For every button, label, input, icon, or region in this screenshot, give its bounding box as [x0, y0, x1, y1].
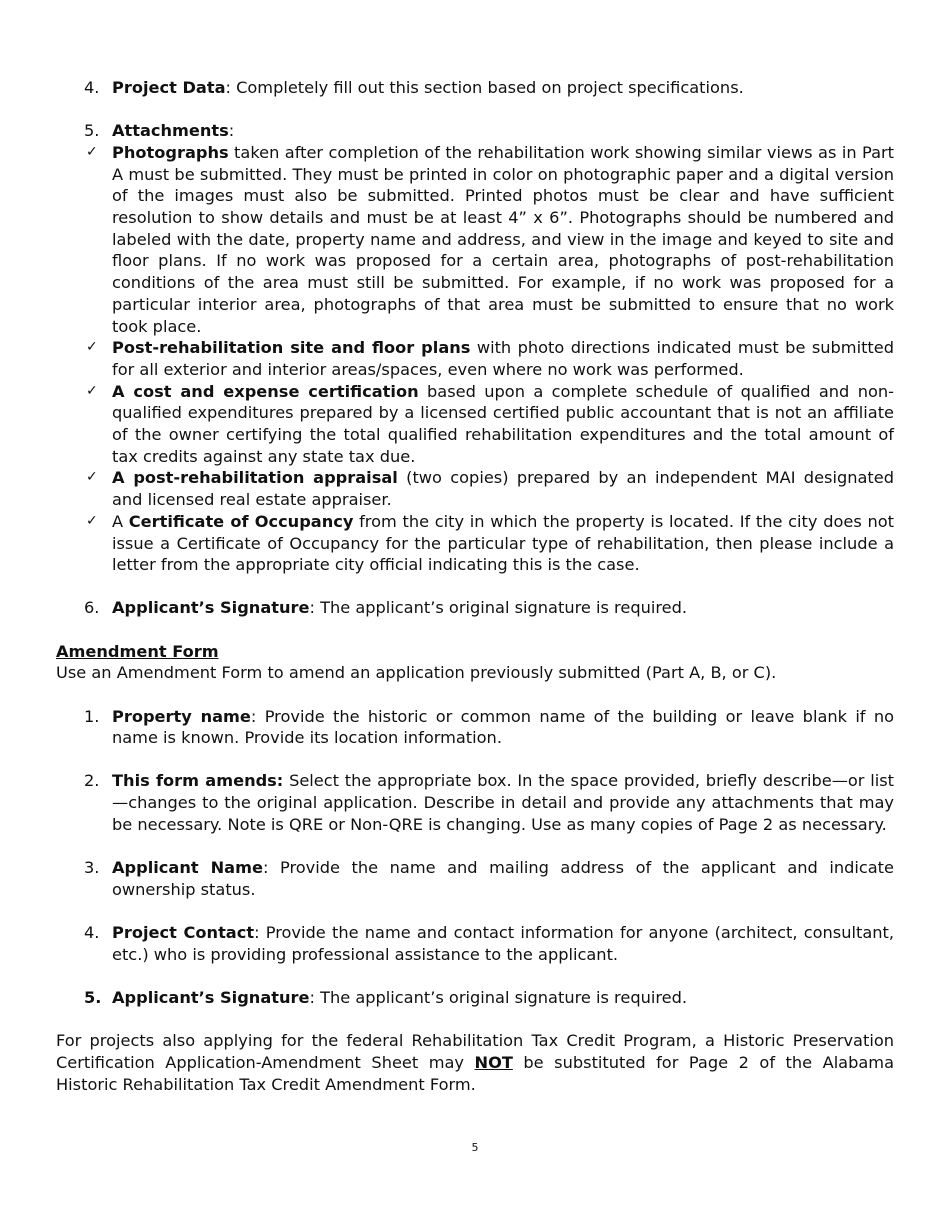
checklist-text: based upon a complete schedule of qualified and non-qualified expenditures prepared by a licensed certified public accountant that is not an affiliate of the owner certifying the total qualified rehabilitation expenditures and the total amount of tax credits against any state tax due. [112, 381, 894, 466]
item-label: Attachments [112, 121, 229, 141]
item-label: Applicant Name [112, 858, 263, 878]
item-number: 4. [84, 923, 100, 942]
amendment-item-applicant-name [56, 857, 894, 900]
checkmark-icon: ✓ [86, 143, 98, 160]
closing-text: For projects also applying for the federal Rehabilitation Tax Credit Program, a Historic Preservation Certification Application-Amendment Sheet may [56, 1031, 894, 1072]
item-label: Project Data [112, 78, 226, 97]
amendment-heading [56, 641, 894, 663]
checkmark-icon: ✓ [86, 382, 98, 399]
page-number: 5 [471, 1141, 479, 1154]
checklist-item [84, 511, 894, 576]
item-number: 3. [84, 858, 100, 878]
checklist-text: with photo directions indicated must be submitted for all exterior and interior areas/spaces, even where no work was performed. [112, 338, 895, 379]
checklist-item [84, 381, 894, 468]
amendment-item-form-amends [56, 770, 894, 835]
checklist-prefix: A [112, 511, 129, 531]
item-text: : Provide the name and mailing address of the applicant and indicate ownership status. [112, 858, 894, 899]
checklist-label: Photographs [112, 142, 229, 162]
checkmark-icon: ✓ [86, 339, 98, 356]
item-project-data [56, 77, 894, 99]
item-label: Project Contact [112, 923, 255, 942]
amendment-item-applicant-signature [56, 987, 894, 1009]
checklist-item [84, 142, 894, 337]
checklist-label: Certificate of Occupancy [128, 511, 354, 531]
checkmark-icon: ✓ [86, 469, 98, 486]
item-colon: : [228, 121, 235, 141]
closing-paragraph [56, 1030, 894, 1095]
item-text: : Completely fill out this section based on project specifications. [225, 78, 744, 97]
checklist-item [84, 467, 894, 510]
item-number: 2. [84, 771, 100, 791]
item-text: : Provide the name and contact information for anyone (architect, consultant, etc.) who is providing professional assistance to the applicant. [112, 923, 894, 964]
checklist-item [84, 337, 894, 380]
item-number: 6. [84, 598, 100, 618]
amendment-item-property-name [56, 706, 894, 749]
checklist-text: from the city in which the property is located. If the city does not issue a Certificate of Occupancy for the particular type of rehabilitation, then please include a letter from the appropriate city official indicating this is the case. [112, 511, 894, 575]
amendment-intro: Use an Amendment Form to amend an application previously submitted (Part A, B, or C). [56, 663, 777, 683]
item-number: 1. [84, 706, 100, 726]
closing-emphasis: NOT [474, 1052, 513, 1072]
item-number: 5. [84, 987, 102, 1007]
item-number: 5. [84, 121, 100, 141]
item-applicant-signature [56, 597, 894, 619]
item-number: 4. [84, 78, 100, 97]
item-label: Applicant’s Signature [112, 598, 310, 618]
checkmark-icon: ✓ [86, 512, 98, 529]
checklist-label: Post-rehabilitation site and floor plans [112, 338, 471, 358]
document-page [56, 77, 894, 1095]
item-text: : The applicant’s original signature is required. [309, 598, 688, 618]
checklist-label: A post-rehabilitation appraisal [112, 468, 398, 488]
amendment-item-project-contact [56, 922, 894, 965]
section-title: Amendment Form [56, 641, 219, 661]
attachments-checklist [84, 142, 894, 576]
checklist-text: taken after completion of the rehabilitation work showing similar views as in Part A must be submitted. They must be printed in color on photographic paper and a digital version of the images must also be submitted. Printed photos must be clear and have sufficient resolution to show details and must be at least 4” x 6”. Photographs should be numbered and labeled with the date, property name and address, and view in the image and keyed to site and floor plans. If no work was proposed for a certain area, photographs of post-rehabilitation conditions of the area must still be submitted. For example, if no work was proposed for a particular interior area, photographs of that area must be submitted to ensure that no work took place. [112, 142, 894, 336]
item-label: This form amends: [112, 771, 284, 791]
item-label: Applicant’s Signature [112, 987, 310, 1007]
checklist-label: A cost and expense certification [112, 381, 419, 401]
checklist-text: (two copies) prepared by an independent MAI designated and licensed real estate appraiser. [112, 468, 894, 510]
item-label: Property name [112, 706, 251, 726]
item-text: : The applicant’s original signature is required. [309, 987, 688, 1007]
item-text: Select the appropriate box. In the space provided, briefly describe—or list—changes to the original application. Describe in detail and provide any attachments that may be necessary. Note is QRE or Non-QRE is changing. Use as many copies of Page 2 as necessary. [112, 771, 894, 834]
item-text: : Provide the historic or common name of the building or leave blank if no name is known. Provide its location information. [112, 706, 894, 748]
item-attachments [56, 120, 894, 576]
closing-text-end: be substituted for Page 2 of the Alabama Historic Rehabilitation Tax Credit Amendment Form. [56, 1052, 894, 1094]
